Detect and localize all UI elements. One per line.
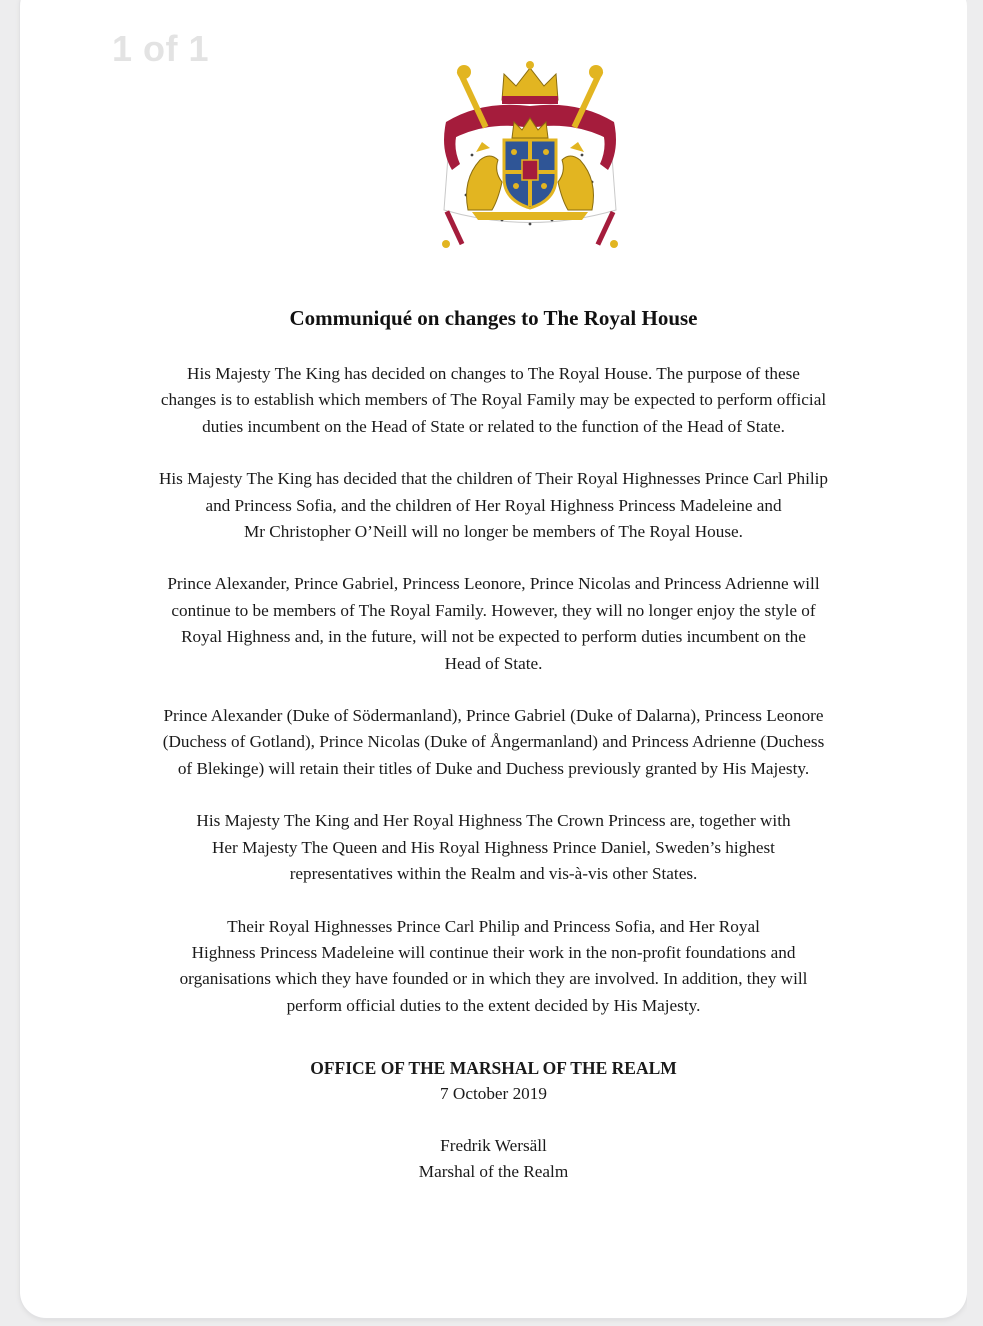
text-line: continue to be members of The Royal Family. However, they will no longer enjoy the style of — [171, 600, 816, 620]
text-line: organisations which they have founded or in which they are involved. In addition, they will — [179, 969, 808, 989]
text-line: of Blekinge) will retain their titles of Duke and Duchess previously granted by His Majesty. — [177, 758, 810, 778]
paragraph-5 — [94, 808, 894, 887]
text-line: Her Majesty The Queen and His Royal Highness Prince Daniel, Sweden’s highest — [212, 837, 775, 857]
text-line: Head of State. — [444, 653, 543, 673]
viewer-edge — [967, 0, 983, 1326]
paragraph-2 — [94, 466, 894, 545]
text-line: Royal Highness and, in the future, will not be expected to perform duties incumbent on the — [181, 627, 806, 647]
text-line: Mr Christopher O’Neill will no longer be members of The Royal House. — [244, 522, 743, 542]
text-line: Highness Princess Madeleine will continue their work in the non-profit foundations and — [191, 942, 796, 962]
text-line: and Princess Sofia, and the children of Her Royal Highness Princess Madeleine and — [205, 495, 782, 515]
text-line: perform official duties to the extent decided by His Majesty. — [286, 995, 701, 1015]
text-line: Prince Alexander (Duke of Södermanland), Prince Gabriel (Duke of Dalarna), Princess Leonore — [163, 706, 824, 726]
text-line: His Majesty The King has decided that the children of Their Royal Highnesses Prince Carl Philip — [158, 469, 829, 489]
signer-title: Marshal of the Realm — [418, 1162, 569, 1182]
communique-body — [20, 306, 967, 1185]
paragraph-4 — [94, 703, 894, 782]
text-line: His Majesty The King and Her Royal Highness The Crown Princess are, together with — [196, 811, 791, 831]
text-line: Prince Alexander, Prince Gabriel, Princess Leonore, Prince Nicolas and Princess Adrienne will — [167, 574, 820, 594]
document-date: 7 October 2019 — [440, 1084, 547, 1104]
text-line: duties incumbent on the Head of State or related to the function of the Head of State. — [202, 416, 785, 436]
signer-name: Fredrik Wersäll — [440, 1136, 547, 1156]
paragraph-6 — [94, 914, 894, 1020]
text-line: (Duchess of Gotland), Prince Nicolas (Duke of Ångermanland) and Princess Adrienne (Duchess — [162, 732, 825, 752]
text-line: His Majesty The King has decided on changes to The Royal House. The purpose of these — [187, 364, 800, 383]
page-indicator: 1 of 1 — [112, 28, 210, 69]
text-line: representatives within the Realm and vis-à-vis other States. — [289, 864, 698, 884]
text-line: changes is to establish which members of The Royal Family may be expected to perform official — [160, 390, 827, 410]
paragraph-3 — [94, 571, 894, 677]
office-heading: OFFICE OF THE MARSHAL OF THE REALM — [310, 1058, 677, 1079]
text-line: Their Royal Highnesses Prince Carl Philip and Princess Sofia, and Her Royal — [227, 916, 760, 936]
paragraph-1 — [94, 361, 894, 440]
coat-of-arms-icon — [432, 60, 628, 250]
document-page[interactable] — [20, 0, 967, 1318]
document-title: Communiqué on changes to The Royal House — [289, 306, 698, 330]
